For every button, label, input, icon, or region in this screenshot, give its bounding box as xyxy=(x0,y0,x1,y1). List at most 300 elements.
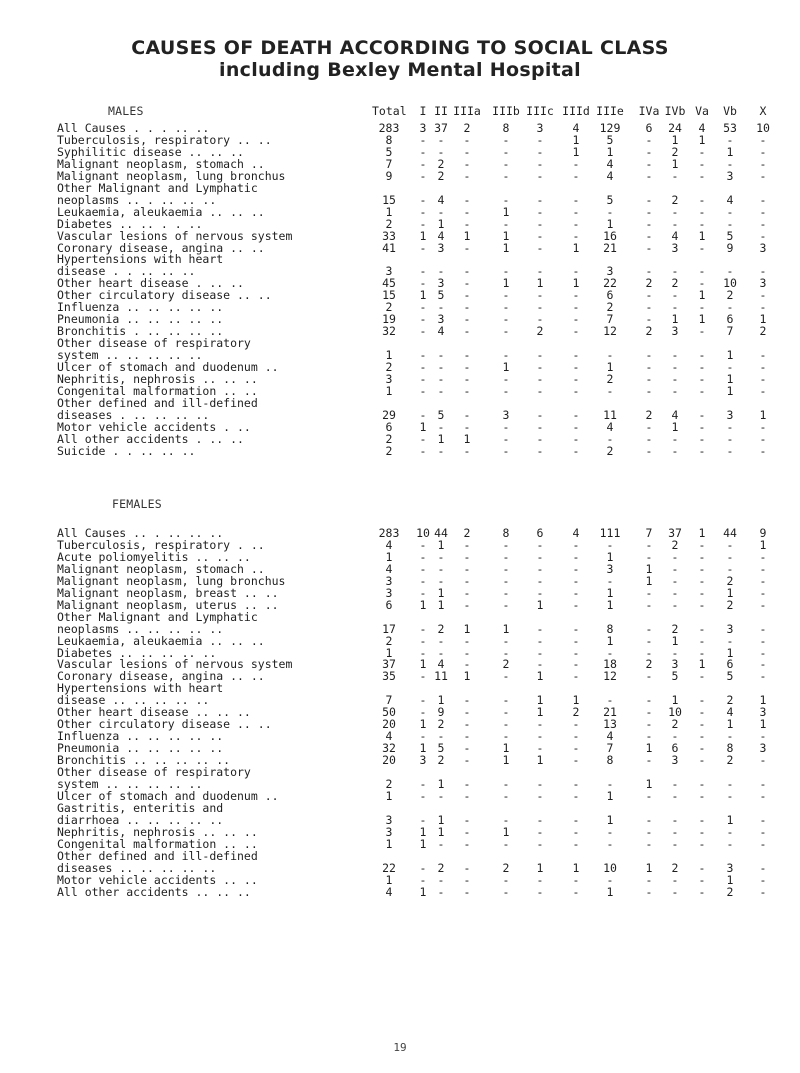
cause-label: Malignant neoplasm, lung bronchus xyxy=(57,168,286,183)
table-cell: - xyxy=(536,741,544,756)
table-cell: 7 xyxy=(606,312,614,327)
table-cell: - xyxy=(502,705,510,720)
table-cell: - xyxy=(502,669,510,684)
cause-label: Vascular lesions of nervous system xyxy=(57,657,293,672)
table-cell: 4 xyxy=(385,537,393,552)
table-cell: - xyxy=(536,371,544,386)
table-cell: - xyxy=(502,633,510,648)
table-cell: 3 xyxy=(536,121,544,135)
table-cell: - xyxy=(437,300,445,315)
table-cell: - xyxy=(645,753,653,768)
table-cell: 1 xyxy=(419,824,427,839)
table-cell: - xyxy=(572,312,580,327)
table-cell: - xyxy=(572,549,580,564)
table-cell: 3 xyxy=(671,324,679,339)
table-cell: 21 xyxy=(603,240,617,255)
table-cell: 1 xyxy=(606,812,614,827)
table-cell: - xyxy=(536,776,544,791)
column-header: IIIa xyxy=(453,104,481,118)
table-cell: 1 xyxy=(536,705,544,720)
table-cell: - xyxy=(502,144,510,159)
table-cell: 1 xyxy=(536,276,544,291)
table-cell: 1 xyxy=(759,407,767,422)
cause-label: Suicide . . .. .. .. xyxy=(57,443,196,458)
table-cell: 13 xyxy=(603,717,617,732)
cause-label: Other heart disease .. .. .. xyxy=(57,705,251,720)
table-cell: 1 xyxy=(572,240,580,255)
table-cell: - xyxy=(419,573,427,588)
table-cell: - xyxy=(419,216,427,231)
table-cell: 1 xyxy=(606,360,614,374)
table-cell: - xyxy=(463,824,471,839)
table-cell: 10 xyxy=(756,121,770,135)
table-cell: - xyxy=(698,324,706,339)
table-cell: 1 xyxy=(419,836,427,851)
table-cell: - xyxy=(572,585,580,600)
table-cell: 3 xyxy=(437,312,445,327)
table-cell: - xyxy=(759,788,767,803)
table-cell: 1 xyxy=(572,276,580,291)
table-cell: - xyxy=(536,240,544,255)
table-cell: - xyxy=(536,729,544,744)
table-cell: 19 xyxy=(382,312,396,327)
cause-label: diseases .. .. .. .. .. xyxy=(57,860,217,875)
table-cell: - xyxy=(536,836,544,851)
table-cell: 2 xyxy=(671,276,679,291)
cause-label: Nephritis, nephrosis .. .. .. xyxy=(57,371,258,386)
table-cell: - xyxy=(698,669,706,684)
table-cell: 1 xyxy=(726,585,734,600)
table-cell: 5 xyxy=(437,741,445,756)
table-cell: - xyxy=(759,776,767,791)
table-cell: 1 xyxy=(385,383,393,398)
table-cell: 15 xyxy=(382,192,396,207)
table-cell: - xyxy=(536,192,544,207)
table-cell: - xyxy=(419,204,427,219)
table-cell: 1 xyxy=(502,276,510,291)
table-cell: 129 xyxy=(599,121,621,135)
cause-label: Diabetes .. .. .. .. .. xyxy=(57,645,217,660)
table-cell: 1 xyxy=(606,216,614,231)
table-cell: - xyxy=(463,144,471,159)
table-cell: - xyxy=(726,360,734,374)
table-cell: 3 xyxy=(385,812,393,827)
table-cell: - xyxy=(645,360,653,374)
cause-label: Other defined and ill-defined xyxy=(57,395,258,410)
table-cell: - xyxy=(759,812,767,827)
cause-label: Leukaemia, aleukaemia .. .. .. xyxy=(57,633,265,648)
table-cell: 1 xyxy=(419,741,427,756)
table-cell: - xyxy=(463,788,471,803)
table-cell: - xyxy=(536,228,544,243)
table-cell: 4 xyxy=(671,228,679,243)
table-cell: 21 xyxy=(603,705,617,720)
table-cell: - xyxy=(572,597,580,612)
cause-label: Malignant neoplasm, breast .. .. xyxy=(57,585,279,600)
table-cell: - xyxy=(726,132,734,147)
table-cell: - xyxy=(419,693,427,708)
table-cell: - xyxy=(502,168,510,183)
table-cell: 4 xyxy=(385,729,393,744)
cause-label: Coronary disease, angina .. .. xyxy=(57,240,265,255)
table-cell: 1 xyxy=(645,860,653,875)
table-cell: 3 xyxy=(437,240,445,255)
table-cell: 3 xyxy=(759,240,767,255)
table-cell: - xyxy=(606,645,614,660)
cause-label: Syphilitic disease .. .. .. xyxy=(57,144,244,159)
table-cell: 2 xyxy=(726,288,734,303)
table-cell: 9 xyxy=(437,705,445,720)
table-cell: - xyxy=(536,383,544,398)
page-number: 19 xyxy=(393,1041,407,1054)
cause-label: Ulcer of stomach and duodenum .. xyxy=(57,788,279,803)
table-cell: - xyxy=(536,788,544,803)
table-cell: - xyxy=(759,597,767,612)
table-cell: 3 xyxy=(385,573,393,588)
table-cell: 8 xyxy=(385,132,393,147)
table-cell: - xyxy=(759,633,767,648)
table-cell: 5 xyxy=(671,669,679,684)
table-cell: - xyxy=(463,549,471,564)
table-cell: 4 xyxy=(437,657,445,672)
table-cell: - xyxy=(645,228,653,243)
table-cell: 2 xyxy=(437,168,445,183)
table-cell: - xyxy=(463,561,471,576)
table-cell: 2 xyxy=(385,443,393,458)
table-cell: - xyxy=(419,240,427,255)
table-cell: 1 xyxy=(437,693,445,708)
table-cell: 1 xyxy=(419,884,427,899)
table-cell: 16 xyxy=(603,228,617,243)
table-cell: 4 xyxy=(698,121,706,135)
cause-label: Acute poliomyelitis .. .. .. xyxy=(57,549,251,564)
table-cell: - xyxy=(671,573,679,588)
table-cell: - xyxy=(726,561,734,576)
table-row xyxy=(0,885,800,899)
table-cell: - xyxy=(463,132,471,147)
table-cell: - xyxy=(606,383,614,398)
table-cell: - xyxy=(698,549,706,564)
table-cell: - xyxy=(572,776,580,791)
table-cell: 8 xyxy=(502,526,510,540)
cause-label: neoplasms .. .. .. .. .. xyxy=(57,621,224,636)
table-cell: - xyxy=(536,657,544,672)
column-header: IIId xyxy=(562,104,590,118)
table-cell: - xyxy=(419,729,427,744)
table-cell: 7 xyxy=(726,324,734,339)
cause-label: All other accidents . .. .. xyxy=(57,431,244,446)
table-cell: - xyxy=(419,383,427,398)
table-cell: 2 xyxy=(726,573,734,588)
table-cell: - xyxy=(759,585,767,600)
table-cell: - xyxy=(726,836,734,851)
cause-label: neoplasms .. . .. .. .. xyxy=(57,192,217,207)
table-cell: 4 xyxy=(606,729,614,744)
table-cell: - xyxy=(536,431,544,446)
table-cell: - xyxy=(536,288,544,303)
table-cell: 1 xyxy=(502,228,510,243)
table-cell: - xyxy=(463,597,471,612)
table-cell: - xyxy=(671,204,679,219)
table-cell: 50 xyxy=(382,705,396,720)
table-cell: - xyxy=(671,288,679,303)
table-cell: 8 xyxy=(726,741,734,756)
table-cell: - xyxy=(759,431,767,446)
table-cell: 1 xyxy=(606,144,614,159)
table-cell: - xyxy=(463,348,471,363)
table-cell: - xyxy=(463,240,471,255)
table-cell: 2 xyxy=(645,324,653,339)
table-cell: 1 xyxy=(572,693,580,708)
table-cell: 4 xyxy=(437,192,445,207)
table-cell: - xyxy=(536,573,544,588)
table-cell: - xyxy=(759,264,767,279)
cause-label: Other disease of respiratory xyxy=(57,765,251,779)
cause-label: Motor vehicle accidents . .. xyxy=(57,419,251,434)
table-cell: 1 xyxy=(385,204,393,219)
table-cell: 1 xyxy=(502,621,510,636)
table-cell: - xyxy=(463,585,471,600)
table-cell: - xyxy=(463,705,471,720)
table-cell: 2 xyxy=(726,884,734,899)
table-cell: - xyxy=(437,360,445,374)
table-cell: 1 xyxy=(645,741,653,756)
cause-label: All other accidents .. .. .. xyxy=(57,884,251,899)
column-header: I xyxy=(419,104,427,118)
cause-label: Pneumonia .. .. .. .. .. xyxy=(57,312,224,327)
table-cell: 10 xyxy=(723,276,737,291)
table-cell: - xyxy=(463,300,471,315)
table-cell: - xyxy=(759,156,767,171)
table-cell: 1 xyxy=(606,633,614,648)
table-cell: 3 xyxy=(385,824,393,839)
table-cell: 37 xyxy=(382,657,396,672)
table-cell: 1 xyxy=(726,872,734,887)
table-cell: - xyxy=(572,657,580,672)
table-cell: - xyxy=(502,383,510,398)
table-cell: - xyxy=(536,824,544,839)
table-cell: - xyxy=(437,729,445,744)
table-cell: - xyxy=(572,561,580,576)
table-cell: 1 xyxy=(419,228,427,243)
table-cell: - xyxy=(502,597,510,612)
table-cell: - xyxy=(502,431,510,446)
table-cell: 3 xyxy=(502,407,510,422)
table-cell: 1 xyxy=(671,633,679,648)
cause-label: Motor vehicle accidents .. .. xyxy=(57,872,258,887)
table-cell: - xyxy=(502,312,510,327)
table-cell: - xyxy=(502,264,510,279)
cause-label: Bronchitis .. .. .. .. .. xyxy=(57,753,231,768)
table-cell: - xyxy=(419,537,427,552)
table-cell: - xyxy=(671,812,679,827)
table-cell: - xyxy=(671,645,679,660)
table-cell: - xyxy=(645,633,653,648)
table-cell: 1 xyxy=(502,753,510,768)
table-cell: 44 xyxy=(723,526,737,540)
table-cell: 3 xyxy=(385,585,393,600)
table-cell: - xyxy=(759,657,767,672)
cause-label: Other circulatory disease .. .. xyxy=(57,288,272,303)
table-cell: 3 xyxy=(671,240,679,255)
table-cell: - xyxy=(419,645,427,660)
table-cell: - xyxy=(726,419,734,434)
table-cell: - xyxy=(437,836,445,851)
table-cell: - xyxy=(463,360,471,374)
table-cell: - xyxy=(645,585,653,600)
table-cell: - xyxy=(698,300,706,315)
table-cell: - xyxy=(419,300,427,315)
cause-label: Ulcer of stomach and duodenum .. xyxy=(57,360,279,374)
table-cell: - xyxy=(698,717,706,732)
table-cell: 3 xyxy=(759,705,767,720)
table-cell: - xyxy=(759,288,767,303)
table-cell: - xyxy=(572,348,580,363)
table-cell: 2 xyxy=(726,753,734,768)
table-cell: - xyxy=(759,216,767,231)
table-cell: - xyxy=(463,741,471,756)
table-cell: - xyxy=(572,168,580,183)
table-cell: 11 xyxy=(434,669,448,684)
table-cell: - xyxy=(759,383,767,398)
table-cell: - xyxy=(502,371,510,386)
table-cell: 2 xyxy=(463,526,471,540)
table-cell: - xyxy=(759,872,767,887)
table-cell: - xyxy=(645,669,653,684)
table-cell: - xyxy=(698,812,706,827)
table-cell: - xyxy=(572,753,580,768)
table-cell: 3 xyxy=(759,741,767,756)
table-cell: - xyxy=(759,132,767,147)
cause-label: Hypertensions with heart xyxy=(57,252,224,267)
column-header: Vb xyxy=(723,104,737,118)
table-cell: - xyxy=(671,824,679,839)
table-cell: - xyxy=(437,561,445,576)
table-cell: - xyxy=(645,788,653,803)
table-cell: - xyxy=(437,132,445,147)
table-cell: - xyxy=(502,573,510,588)
table-cell: 1 xyxy=(671,156,679,171)
table-cell: 10 xyxy=(668,705,682,720)
table-cell: - xyxy=(698,753,706,768)
table-cell: - xyxy=(759,753,767,768)
table-cell: - xyxy=(671,431,679,446)
table-cell: 1 xyxy=(726,812,734,827)
table-cell: - xyxy=(572,633,580,648)
table-cell: 1 xyxy=(385,348,393,363)
table-cell: - xyxy=(463,657,471,672)
table-cell: - xyxy=(645,705,653,720)
table-cell: - xyxy=(463,693,471,708)
table-row xyxy=(0,444,800,458)
table-cell: - xyxy=(419,348,427,363)
cause-label: Other defined and ill-defined xyxy=(57,848,258,863)
table-cell: 4 xyxy=(726,705,734,720)
table-cell: 3 xyxy=(419,753,427,768)
table-cell: - xyxy=(502,812,510,827)
table-cell: - xyxy=(419,360,427,374)
table-cell: - xyxy=(698,693,706,708)
table-cell: - xyxy=(463,371,471,386)
column-header: II xyxy=(434,104,448,118)
table-cell: 2 xyxy=(385,360,393,374)
table-cell: - xyxy=(437,645,445,660)
table-cell: - xyxy=(463,288,471,303)
cause-label: Congenital malformation .. .. xyxy=(57,836,258,851)
table-cell: 7 xyxy=(645,526,653,540)
table-cell: - xyxy=(726,204,734,219)
table-cell: - xyxy=(645,717,653,732)
table-cell: - xyxy=(759,729,767,744)
table-cell: - xyxy=(419,585,427,600)
table-cell: - xyxy=(536,537,544,552)
table-cell: - xyxy=(463,729,471,744)
table-cell: - xyxy=(419,669,427,684)
table-cell: 2 xyxy=(645,657,653,672)
table-cell: 1 xyxy=(385,549,393,564)
table-cell: - xyxy=(698,824,706,839)
table-cell: - xyxy=(606,693,614,708)
table-cell: 24 xyxy=(668,121,682,135)
table-cell: - xyxy=(572,371,580,386)
table-cell: - xyxy=(572,824,580,839)
table-cell: 1 xyxy=(645,561,653,576)
table-cell: - xyxy=(645,383,653,398)
table-cell: 8 xyxy=(606,753,614,768)
table-cell: - xyxy=(536,561,544,576)
table-cell: - xyxy=(463,192,471,207)
table-cell: 5 xyxy=(726,228,734,243)
table-cell: - xyxy=(759,669,767,684)
table-cell: - xyxy=(437,443,445,458)
column-header: X xyxy=(759,104,767,118)
table-cell: - xyxy=(437,419,445,434)
table-cell: 15 xyxy=(382,288,396,303)
cause-label: Tuberculosis, respiratory .. .. xyxy=(57,132,272,147)
table-cell: - xyxy=(645,264,653,279)
table-cell: - xyxy=(463,443,471,458)
table-cell: 3 xyxy=(726,168,734,183)
table-cell: - xyxy=(502,216,510,231)
cause-label: diarrhoea .. .. .. .. .. xyxy=(57,812,224,827)
table-cell: 1 xyxy=(572,132,580,147)
table-cell: - xyxy=(671,371,679,386)
table-cell: 2 xyxy=(606,371,614,386)
cause-label: All Causes . . . .. .. xyxy=(57,121,210,135)
table-cell: 9 xyxy=(385,168,393,183)
table-cell: - xyxy=(572,788,580,803)
table-cell: - xyxy=(437,633,445,648)
table-cell: - xyxy=(572,741,580,756)
table-cell: 111 xyxy=(599,526,621,540)
table-cell: - xyxy=(419,312,427,327)
table-cell: - xyxy=(419,132,427,147)
table-cell: - xyxy=(698,729,706,744)
table-cell: - xyxy=(645,419,653,434)
table-cell: - xyxy=(536,300,544,315)
table-cell: - xyxy=(572,573,580,588)
table-cell: 7 xyxy=(606,741,614,756)
table-cell: - xyxy=(698,383,706,398)
table-cell: 1 xyxy=(463,669,471,684)
table-cell: 4 xyxy=(437,324,445,339)
table-cell: - xyxy=(463,776,471,791)
table-cell: - xyxy=(698,240,706,255)
table-cell: 1 xyxy=(698,288,706,303)
table-cell: 9 xyxy=(726,240,734,255)
table-cell: - xyxy=(502,561,510,576)
table-cell: 2 xyxy=(671,537,679,552)
